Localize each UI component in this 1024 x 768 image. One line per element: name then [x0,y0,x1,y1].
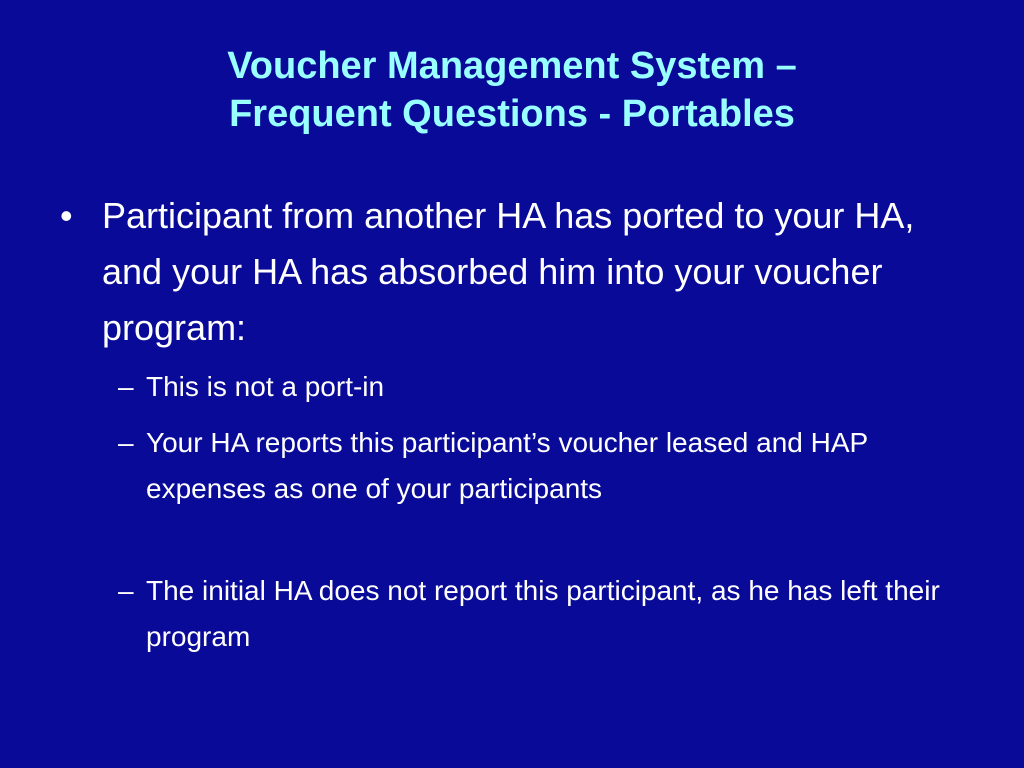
bullet-marker: • [60,195,73,236]
sub-bullet-text: Your HA reports this participant’s voucher leased and HAP expenses as one of your participants [146,427,868,504]
sub-bullet-marker: – [118,427,134,458]
sub-bullet-text: The initial HA does not report this participant, as he has left their program [146,575,940,652]
bullet-text: Participant from another HA has ported to your HA, and your HA has absorbed him into your voucher program: [102,195,915,348]
sub-bullet-marker: – [118,575,134,606]
sub-bullet-text: This is not a port-in [146,371,385,402]
title-line-1: Voucher Management System – [227,45,797,87]
sub-bullet-marker: – [118,371,134,402]
title-line-2: Frequent Questions - Portables [229,93,795,135]
slide-title [60,42,964,138]
